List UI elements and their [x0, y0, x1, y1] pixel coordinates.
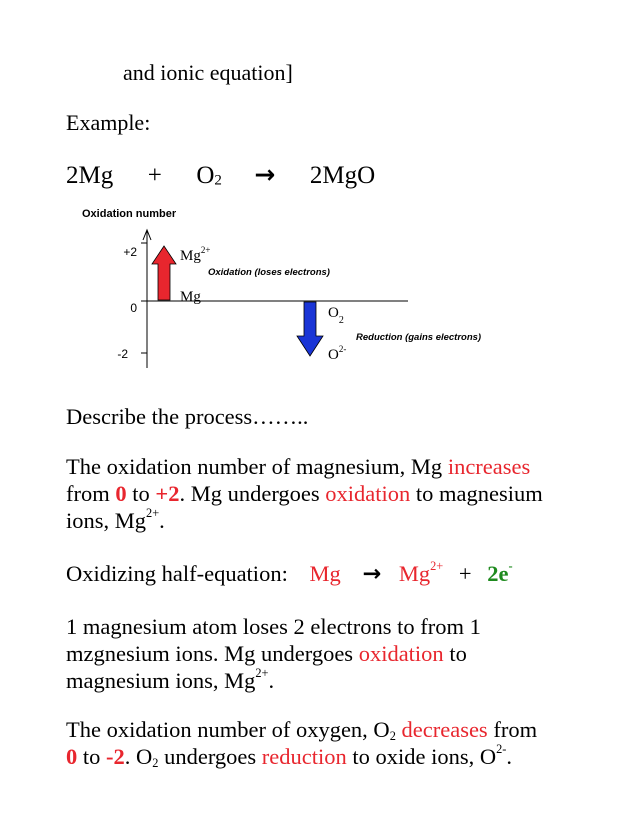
equation-plus: +	[147, 162, 162, 189]
half-equation-electrons: 2e-	[487, 558, 513, 586]
continuation-text: and ionic equation]	[123, 60, 293, 85]
reduction-note: Reduction (gains electrons)	[356, 332, 482, 343]
equation-product: 2MgO	[309, 162, 376, 189]
zero-value: 0	[115, 481, 127, 506]
paragraph-oxygen-reduction: The oxidation number of oxygen, $O_2$ decreases from 0 to -2. $O_2$ undergoes reduction to oxide ions, $O^{2-}$.	[66, 717, 538, 771]
tick-label-minus2: -2	[117, 347, 128, 361]
equation-reactant-mg: 2Mg	[66, 162, 114, 189]
increases-word: increases	[447, 454, 531, 479]
paragraph-mg-oxidation: The oxidation number of magnesium, Mg increases from 0 to +2. Mg undergoes oxidation to magnesium ions, $Mg^{2+}$.	[66, 454, 543, 533]
half-equation-arrow-icon: →	[362, 561, 382, 587]
oxidizing-half-equation	[66, 560, 513, 588]
equation	[66, 160, 375, 190]
equation-reactant-o2: $O_2$	[196, 162, 222, 189]
minus2-value: -2	[106, 744, 125, 769]
plus2-value: +2	[155, 481, 180, 506]
tick-label-plus2: +2	[123, 245, 137, 259]
axis-title: Oxidation number	[82, 208, 177, 220]
mg-ion-label: $Mg^{2+}$	[180, 245, 211, 264]
reduction-word: reduction	[261, 744, 347, 769]
o2-label: $O_2$	[328, 305, 344, 326]
half-equation-label: Oxidizing half-equation:	[66, 561, 288, 586]
describe-heading: Describe the process……..	[66, 404, 309, 429]
tick-label-zero: 0	[130, 301, 137, 315]
decreases-word: decreases	[401, 717, 488, 742]
half-equation-mg: Mg	[309, 561, 341, 586]
half-equation-plus: +	[458, 561, 472, 586]
example-label: Example:	[66, 110, 151, 135]
paragraph-electron-loss: 1 magnesium atom loses 2 electrons to from 1 mzgnesium ions. Mg undergoes oxidation to magnesium ions, $Mg^{2+}$.	[66, 614, 481, 693]
mg-label: Mg	[180, 289, 201, 305]
zero-value-2: 0	[66, 744, 78, 769]
half-equation-mg-ion: $Mg^{2+}$	[398, 558, 444, 586]
oxidation-word-2: oxidation	[358, 641, 444, 666]
oxidation-note: Oxidation (loses electrons)	[208, 267, 330, 278]
oxidation-number-diagram	[0, 200, 638, 380]
oxide-label: $O^{2-}$	[328, 344, 347, 363]
oxidation-arrow-icon	[152, 246, 176, 300]
reduction-arrow-icon	[297, 302, 323, 356]
equation-arrow-icon: →	[254, 160, 276, 189]
oxidation-word: oxidation	[325, 481, 411, 506]
